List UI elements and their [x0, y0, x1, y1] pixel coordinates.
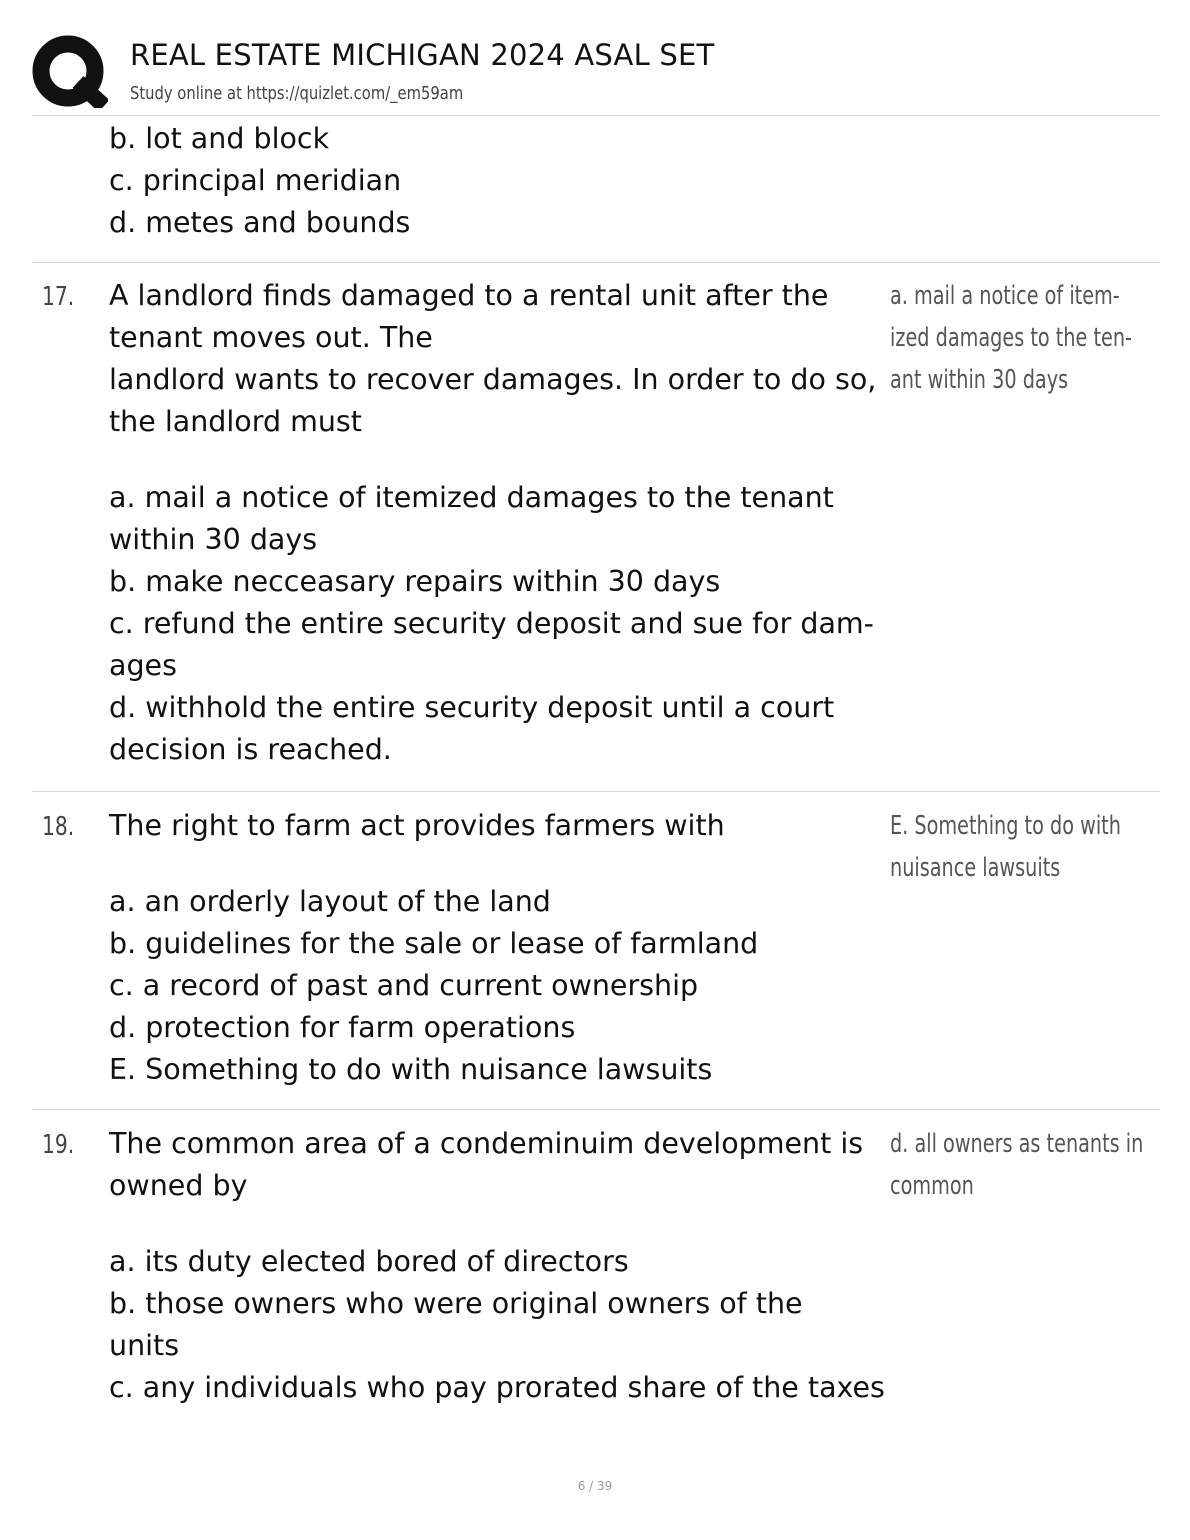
quizlet-logo-icon: [32, 34, 108, 108]
option-line: b. make necceasary repairs within 30 days: [109, 565, 721, 598]
option-line: d. withhold the entire security deposit until a court: [109, 691, 835, 724]
option-line: units: [109, 1329, 180, 1362]
question-number: 19.: [42, 1130, 75, 1160]
option-line: decision is reached.: [109, 733, 392, 766]
question-number: 17.: [42, 282, 75, 312]
answer-line: ized damages to the ten-: [890, 323, 1132, 353]
option-line: b. those owners who were original owners of the: [109, 1287, 803, 1320]
option-line: c. a record of past and current ownership: [109, 969, 699, 1002]
question-line: owned by: [109, 1169, 248, 1202]
option-line: c. principal meridian: [109, 164, 402, 197]
question-19-answer: [890, 1123, 1190, 1207]
answer-line: a. mail a notice of item-: [890, 281, 1120, 311]
option-line: d. metes and bounds: [109, 206, 411, 239]
option-line: a. an orderly layout of the land: [109, 885, 551, 918]
question-number: 18.: [42, 812, 75, 842]
option-line: c. refund the entire security deposit and sue for dam-: [109, 607, 874, 640]
question-17-text: [109, 275, 889, 771]
answer-line: ant within 30 days: [890, 365, 1069, 395]
question-line: The right to farm act provides farmers with: [109, 809, 725, 842]
answer-line: d. all owners as tenants in: [890, 1129, 1144, 1159]
option-line: ages: [109, 649, 177, 682]
answer-line: E. Something to do with: [890, 811, 1121, 841]
header-divider: [32, 115, 1160, 116]
document-title: REAL ESTATE MICHIGAN 2024 ASAL SET: [130, 38, 715, 72]
question-18-answer: [890, 805, 1190, 889]
question-line: tenant moves out. The: [109, 321, 433, 354]
question-line: the landlord must: [109, 405, 362, 438]
option-line: a. mail a notice of itemized damages to the tenant: [109, 481, 834, 514]
option-line: d. protection for farm operations: [109, 1011, 576, 1044]
question-line: landlord wants to recover damages. In order to do so,: [109, 363, 877, 396]
study-online-link[interactable]: Study online at https://quizlet.com/_em59am: [130, 83, 464, 104]
option-line: a. its duty elected bored of directors: [109, 1245, 629, 1278]
option-line: within 30 days: [109, 523, 318, 556]
question-line: A landlord finds damaged to a rental unit after the: [109, 279, 829, 312]
question-divider: [32, 262, 1160, 263]
option-line: b. guidelines for the sale or lease of farmland: [109, 927, 759, 960]
option-line: b. lot and block: [109, 122, 330, 155]
answer-line: nuisance lawsuits: [890, 853, 1061, 883]
continuation-options: [109, 118, 889, 244]
question-18-text: [109, 805, 889, 1091]
answer-line: common: [890, 1171, 974, 1201]
question-17-answer: [890, 275, 1190, 401]
option-line: E. Something to do with nuisance lawsuits: [109, 1053, 713, 1086]
page-number: 6 / 39: [577, 1479, 613, 1493]
option-line: c. any individuals who pay prorated share of the taxes: [109, 1371, 885, 1404]
question-line: The common area of a condeminuim development is: [109, 1127, 864, 1160]
page-header: [0, 0, 1190, 116]
question-divider: [32, 1109, 1160, 1110]
question-19-text: [109, 1123, 889, 1409]
question-divider: [32, 791, 1160, 792]
